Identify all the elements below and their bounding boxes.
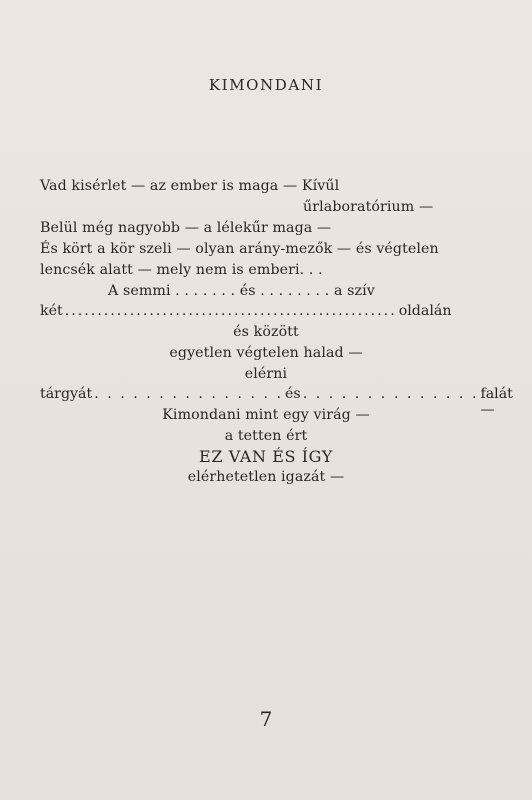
poem-line-6: A semmi . . . . . . . és . . . . . . . . a szív (108, 283, 375, 299)
poem-line-15: elérhetetlen igazát — (187, 469, 345, 485)
poem-line-2: űrlaboratórium — (303, 199, 434, 215)
poem-line-10: elérni (244, 366, 288, 382)
poem-line-1: Vad kisérlet — az ember is maga — Kívűl (40, 178, 340, 194)
poem-line-4: És kört a kör szeli — olyan arány-mezők — és végtelen (40, 241, 439, 257)
page-number: 7 (259, 707, 273, 731)
poem-line-8: és között (233, 324, 299, 340)
poem-title: KIMONDANI (208, 76, 324, 94)
poem-line-9: egyetlen végtelen halad — (169, 345, 363, 361)
poem-line-11-dots-a: . . . . . . . . . . . . . . . (94, 386, 283, 402)
poem-line-11-middle: és (285, 386, 301, 402)
poem-line-7 (40, 303, 452, 319)
poem-line-11-end: falát — (480, 386, 513, 418)
poem-line-7-dots: ................................................... (64, 303, 397, 319)
poem-line-3: Belül még nagyobb — a lélekűr maga — (40, 220, 332, 236)
poem-line-5: lencsék alatt — mely nem is emberi. . . (40, 262, 323, 278)
poem-line-7-end: oldalán (398, 303, 452, 319)
poem-line-13: a tetten ért (224, 428, 308, 444)
poem-line-11-start: tárgyát (40, 386, 93, 402)
poem-line-7-start: két (40, 303, 63, 319)
poem-line-14: EZ VAN ÉS ÍGY (199, 447, 333, 466)
poem-line-12: Kimondani mint egy virág — (162, 407, 370, 423)
poem-line-11-dots-b: . . . . . . . . . . . . . . (302, 386, 479, 402)
